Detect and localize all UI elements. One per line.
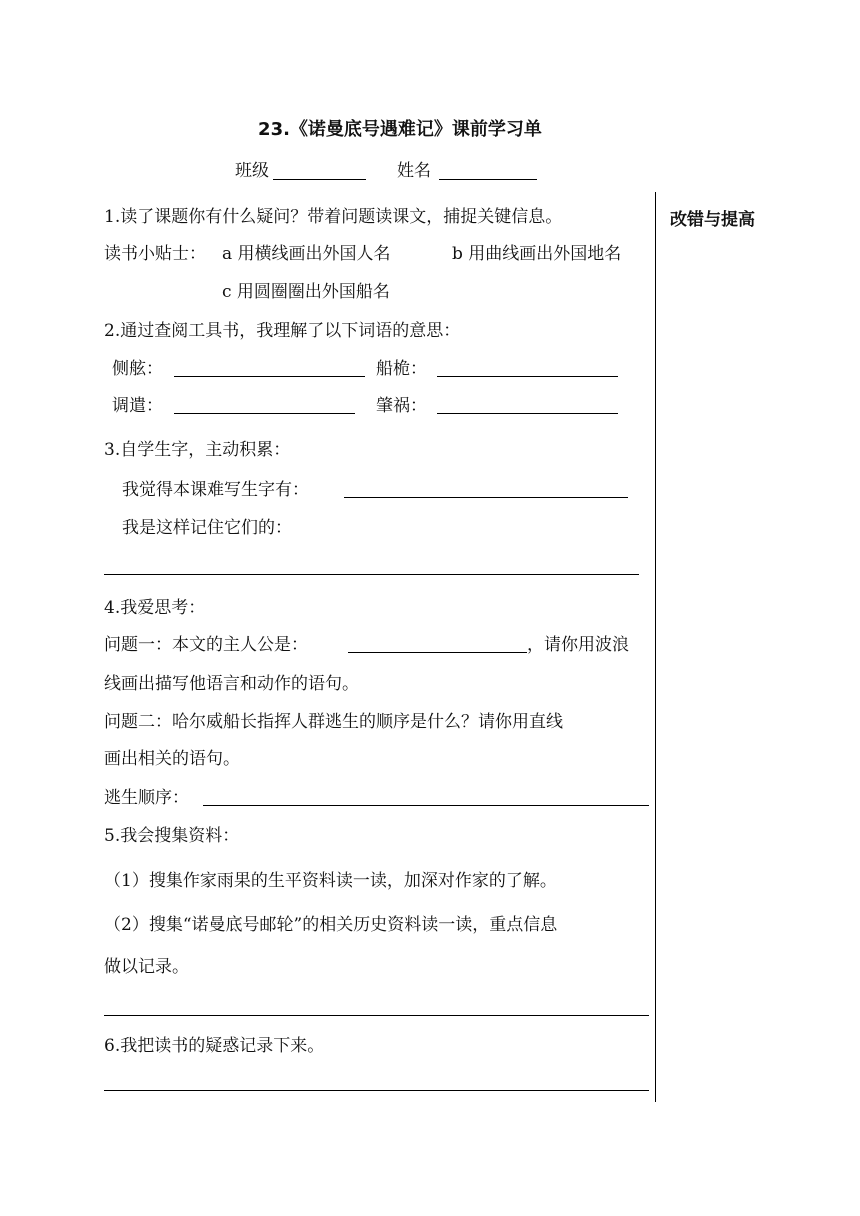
q3-text: 3.自学生字，主动积累： [104, 440, 291, 460]
q1-tip-b: b 用曲线画出外国地名 [452, 244, 622, 264]
word-label: 调遣： [112, 396, 163, 416]
q4-text: 4.我爱思考： [104, 598, 206, 618]
name-label: 姓名 [397, 161, 431, 181]
q1-tip-c: c 用圆圈圈出外国船名 [222, 282, 390, 302]
q4-p1b: ，请你用波浪 [527, 635, 629, 655]
word-blank[interactable] [437, 376, 618, 377]
word-blank[interactable] [437, 413, 618, 414]
column-divider [655, 192, 656, 1102]
class-blank[interactable] [273, 179, 366, 180]
name-blank[interactable] [439, 179, 537, 180]
q4-p1a: 问题一：本文的主人公是： [104, 635, 308, 655]
word-label: 肇祸： [376, 396, 427, 416]
q5-blank[interactable] [104, 1015, 649, 1016]
word-label: 船桅： [376, 359, 427, 379]
q3-line1: 我觉得本课难写生字有： [122, 480, 309, 500]
q5-item2b: 做以记录。 [104, 957, 189, 977]
word-blank[interactable] [174, 413, 355, 414]
q3-line2: 我是这样记住它们的： [122, 518, 292, 538]
q5-item1: （1）搜集作家雨果的生平资料读一读，加深对作家的了解。 [104, 871, 557, 891]
q4-p2b: 画出相关的语句。 [104, 749, 240, 769]
q5-text: 5.我会搜集资料： [104, 826, 240, 846]
q4-blank-order[interactable] [203, 805, 649, 806]
q4-blank-protagonist[interactable] [348, 652, 527, 653]
q1-text: 1.读了课题你有什么疑问？带着问题读课文，捕捉关键信息。 [104, 207, 563, 227]
word-label: 侧舷： [112, 359, 163, 379]
q3-blank2[interactable] [104, 574, 639, 575]
q4-p3: 逃生顺序： [104, 788, 189, 808]
class-label: 班级 [235, 161, 269, 181]
q4-p2a: 问题二：哈尔威船长指挥人群逃生的顺序是什么？请你用直线 [104, 712, 563, 732]
q6-blank[interactable] [104, 1090, 649, 1091]
q5-item2a: （2）搜集“诺曼底号邮轮”的相关历史资料读一读，重点信息 [104, 915, 558, 935]
q6-text: 6.我把读书的疑惑记录下来。 [104, 1036, 325, 1056]
side-column-title: 改错与提高 [670, 210, 755, 230]
q4-p1c: 线画出描写他语言和动作的语句。 [104, 674, 359, 694]
q1-tip-label: 读书小贴士： [104, 244, 206, 264]
q3-blank1[interactable] [344, 497, 628, 498]
q2-text: 2.通过查阅工具书，我理解了以下词语的意思： [104, 321, 461, 341]
q1-tip-a: a 用横线画出外国人名 [222, 244, 391, 264]
word-blank[interactable] [174, 376, 365, 377]
page-title: 23.《诺曼底号遇难记》课前学习单 [258, 119, 542, 140]
